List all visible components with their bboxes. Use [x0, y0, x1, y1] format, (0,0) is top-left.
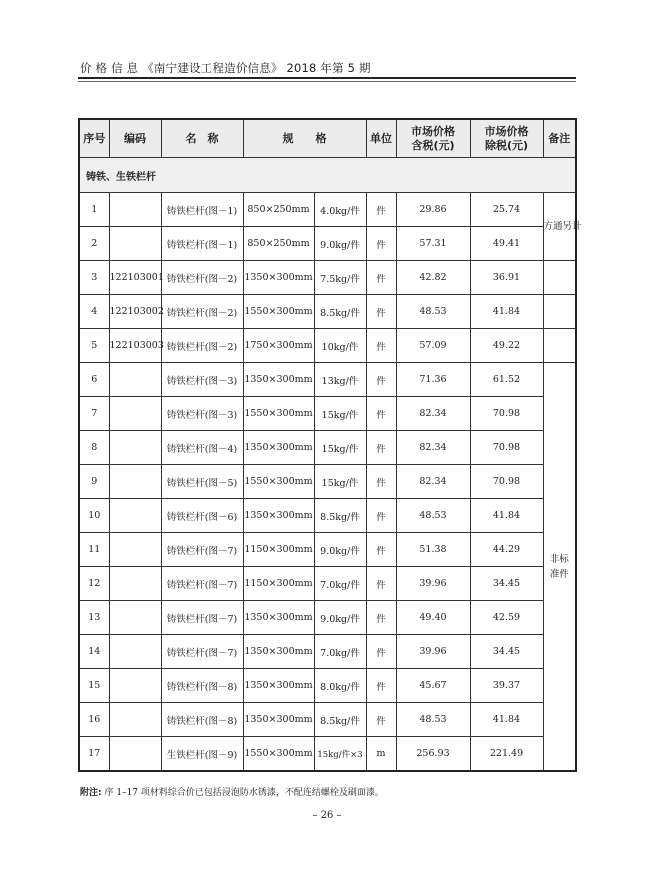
table-row — [79, 295, 576, 329]
cell-remark-group-b — [543, 363, 576, 772]
cell-price-tax: 57.31 — [396, 227, 470, 261]
col-header-price-tax-line2: 含税(元) — [411, 138, 455, 152]
cell-seq: 5 — [79, 329, 109, 363]
cell-size: 1350×300mm — [243, 703, 314, 737]
cell-unit: 件 — [366, 601, 396, 635]
col-header-name: 名 称 — [161, 119, 243, 158]
cell-name: 铸铁栏杆(图－8) — [161, 669, 243, 703]
cell-price-tax: 39.96 — [396, 567, 470, 601]
cell-price-notax: 44.29 — [470, 533, 543, 567]
table-row — [79, 635, 576, 669]
cell-size: 1750×300mm — [243, 329, 314, 363]
table-row — [79, 227, 576, 261]
cell-size: 850×250mm — [243, 193, 314, 227]
cell-seq: 4 — [79, 295, 109, 329]
cell-size: 1550×300mm — [243, 295, 314, 329]
cell-seq: 2 — [79, 227, 109, 261]
table-row — [79, 329, 576, 363]
cell-code: 122103002 — [109, 295, 161, 329]
cell-seq: 7 — [79, 397, 109, 431]
table-header-row — [79, 119, 576, 158]
cell-price-tax: 51.38 — [396, 533, 470, 567]
cell-unit: 件 — [366, 499, 396, 533]
table-row — [79, 703, 576, 737]
cell-seq: 15 — [79, 669, 109, 703]
cell-price-tax: 57.09 — [396, 329, 470, 363]
cell-seq: 8 — [79, 431, 109, 465]
cell-seq: 10 — [79, 499, 109, 533]
running-head: 价 格 信 息 《南宁建设工程造价信息》 2018 年第 5 期 — [80, 61, 371, 75]
col-header-price-notax-line1: 市场价格 — [484, 124, 529, 138]
cell-code — [109, 431, 161, 465]
cell-name: 铸铁栏杆(图－4) — [161, 431, 243, 465]
cell-weight: 7.0kg/件 — [314, 567, 366, 601]
cell-price-tax: 82.34 — [396, 465, 470, 499]
cell-price-notax: 34.45 — [470, 567, 543, 601]
cell-price-tax: 48.53 — [396, 295, 470, 329]
table-row — [79, 669, 576, 703]
cell-seq: 9 — [79, 465, 109, 499]
cell-seq: 3 — [79, 261, 109, 295]
cell-name: 铸铁栏杆(图－7) — [161, 635, 243, 669]
cell-price-notax: 41.84 — [470, 703, 543, 737]
cell-code — [109, 227, 161, 261]
cell-price-notax: 70.98 — [470, 465, 543, 499]
cell-price-tax: 82.34 — [396, 431, 470, 465]
cell-name: 铸铁栏杆(图－1) — [161, 227, 243, 261]
table-row — [79, 363, 576, 397]
cell-weight: 8.0kg/件 — [314, 669, 366, 703]
col-header-seq: 序号 — [79, 119, 109, 158]
cell-remark — [543, 329, 576, 363]
cell-name: 铸铁栏杆(图－2) — [161, 295, 243, 329]
cell-weight: 9.0kg/件 — [314, 227, 366, 261]
cell-seq: 14 — [79, 635, 109, 669]
cell-seq: 13 — [79, 601, 109, 635]
cell-price-notax: 49.41 — [470, 227, 543, 261]
cell-code — [109, 465, 161, 499]
cell-price-notax: 221.49 — [470, 737, 543, 772]
cell-name: 铸铁栏杆(图－7) — [161, 567, 243, 601]
cell-price-tax: 256.93 — [396, 737, 470, 772]
cell-price-tax: 42.82 — [396, 261, 470, 295]
cell-name: 铸铁栏杆(图－7) — [161, 601, 243, 635]
cell-price-tax: 82.34 — [396, 397, 470, 431]
cell-size: 1550×300mm — [243, 397, 314, 431]
cell-price-notax: 41.84 — [470, 499, 543, 533]
cell-name: 铸铁栏杆(图－2) — [161, 329, 243, 363]
cell-size: 1150×300mm — [243, 567, 314, 601]
cell-seq: 1 — [79, 193, 109, 227]
cell-unit: 件 — [366, 465, 396, 499]
cell-unit: 件 — [366, 363, 396, 397]
cell-unit: 件 — [366, 635, 396, 669]
col-header-remark: 备注 — [543, 119, 576, 158]
cell-weight: 15kg/件 — [314, 465, 366, 499]
table-row — [79, 533, 576, 567]
cell-size: 1150×300mm — [243, 533, 314, 567]
cell-price-tax: 48.53 — [396, 499, 470, 533]
cell-weight: 7.5kg/件 — [314, 261, 366, 295]
cell-seq: 16 — [79, 703, 109, 737]
cell-unit: 件 — [366, 669, 396, 703]
cell-weight: 15kg/件 — [314, 431, 366, 465]
cell-price-notax: 70.98 — [470, 431, 543, 465]
col-header-price-notax-line2: 除税(元) — [484, 138, 529, 152]
remark-group-b-text: 非标准件 — [549, 553, 569, 580]
cell-price-notax: 41.84 — [470, 295, 543, 329]
cell-unit: m — [366, 737, 396, 772]
cell-unit: 件 — [366, 533, 396, 567]
col-header-unit: 单位 — [366, 119, 396, 158]
header-rule — [78, 77, 576, 79]
cell-price-notax: 70.98 — [470, 397, 543, 431]
cell-price-notax: 39.37 — [470, 669, 543, 703]
cell-weight: 15kg/件×3 — [314, 737, 366, 772]
cell-code — [109, 567, 161, 601]
cell-weight: 10kg/件 — [314, 329, 366, 363]
cell-size: 1550×300mm — [243, 737, 314, 772]
cell-price-tax: 48.53 — [396, 703, 470, 737]
cell-unit: 件 — [366, 567, 396, 601]
cell-code — [109, 703, 161, 737]
table-row — [79, 193, 576, 227]
cell-unit: 件 — [366, 703, 396, 737]
cell-price-tax: 71.36 — [396, 363, 470, 397]
cell-seq: 12 — [79, 567, 109, 601]
cell-size: 1350×300mm — [243, 635, 314, 669]
table-row — [79, 601, 576, 635]
page-number: – 26 – — [312, 810, 342, 821]
col-header-price-notax — [470, 119, 543, 158]
col-header-spec: 规 格 — [243, 119, 366, 158]
cell-size: 1350×300mm — [243, 669, 314, 703]
cell-name: 铸铁栏杆(图－7) — [161, 533, 243, 567]
cell-name: 生铁栏杆(图－9) — [161, 737, 243, 772]
cell-price-tax: 45.67 — [396, 669, 470, 703]
cell-price-notax: 42.59 — [470, 601, 543, 635]
cell-weight: 7.0kg/件 — [314, 635, 366, 669]
cell-seq: 11 — [79, 533, 109, 567]
col-header-price-tax — [396, 119, 470, 158]
cell-remark-group-a: 方通另计 — [543, 193, 576, 261]
cell-code: 122103003 — [109, 329, 161, 363]
cell-size: 1350×300mm — [243, 499, 314, 533]
cell-size: 850×250mm — [243, 227, 314, 261]
cell-price-tax: 39.96 — [396, 635, 470, 669]
cell-weight: 8.5kg/件 — [314, 703, 366, 737]
cell-price-notax: 25.74 — [470, 193, 543, 227]
cell-name: 铸铁栏杆(图－3) — [161, 363, 243, 397]
cell-code — [109, 363, 161, 397]
col-header-code: 编码 — [109, 119, 161, 158]
cell-price-notax: 49.22 — [470, 329, 543, 363]
table-row — [79, 397, 576, 431]
cell-weight: 8.5kg/件 — [314, 499, 366, 533]
cell-name: 铸铁栏杆(图－5) — [161, 465, 243, 499]
section-title: 铸铁、生铁栏杆 — [79, 158, 576, 193]
footnote — [80, 785, 384, 798]
cell-code — [109, 397, 161, 431]
cell-weight: 15kg/件 — [314, 397, 366, 431]
cell-remark — [543, 295, 576, 329]
cell-unit: 件 — [366, 329, 396, 363]
cell-name: 铸铁栏杆(图－1) — [161, 193, 243, 227]
cell-code — [109, 533, 161, 567]
table-row — [79, 261, 576, 295]
cell-unit: 件 — [366, 295, 396, 329]
cell-seq: 17 — [79, 737, 109, 772]
cell-code — [109, 737, 161, 772]
col-header-price-tax-line1: 市场价格 — [411, 124, 455, 138]
table-row — [79, 499, 576, 533]
cell-price-notax: 61.52 — [470, 363, 543, 397]
cell-weight: 8.5kg/件 — [314, 295, 366, 329]
cell-size: 1550×300mm — [243, 465, 314, 499]
cell-name: 铸铁栏杆(图－6) — [161, 499, 243, 533]
cell-price-notax: 36.91 — [470, 261, 543, 295]
table-row — [79, 431, 576, 465]
cell-weight: 13kg/件 — [314, 363, 366, 397]
footnote-label: 附注: — [80, 788, 102, 798]
cell-code — [109, 635, 161, 669]
cell-remark — [543, 261, 576, 295]
cell-name: 铸铁栏杆(图－2) — [161, 261, 243, 295]
cell-code — [109, 499, 161, 533]
cell-size: 1350×300mm — [243, 261, 314, 295]
cell-price-notax: 34.45 — [470, 635, 543, 669]
cell-seq: 6 — [79, 363, 109, 397]
cell-unit: 件 — [366, 261, 396, 295]
cell-unit: 件 — [366, 193, 396, 227]
table-row — [79, 737, 576, 772]
cell-unit: 件 — [366, 431, 396, 465]
cell-size: 1350×300mm — [243, 601, 314, 635]
cell-unit: 件 — [366, 227, 396, 261]
cell-price-tax: 29.86 — [396, 193, 470, 227]
cell-size: 1350×300mm — [243, 431, 314, 465]
cell-code: 122103001 — [109, 261, 161, 295]
cell-code — [109, 669, 161, 703]
cell-weight: 9.0kg/件 — [314, 601, 366, 635]
cell-size: 1350×300mm — [243, 363, 314, 397]
table-row — [79, 465, 576, 499]
price-table — [78, 118, 582, 772]
cell-unit: 件 — [366, 397, 396, 431]
table-row — [79, 567, 576, 601]
cell-weight: 4.0kg/件 — [314, 193, 366, 227]
cell-code — [109, 601, 161, 635]
section-row — [79, 158, 576, 193]
cell-code — [109, 193, 161, 227]
cell-price-tax: 49.40 — [396, 601, 470, 635]
header-rule-thin — [78, 81, 576, 82]
cell-name: 铸铁栏杆(图－8) — [161, 703, 243, 737]
footnote-text: 序 1–17 项材料综合价已包括浸泡防水锈漆，不配连结螺栓及刷面漆。 — [104, 788, 384, 798]
cell-name: 铸铁栏杆(图－3) — [161, 397, 243, 431]
cell-weight: 9.0kg/件 — [314, 533, 366, 567]
